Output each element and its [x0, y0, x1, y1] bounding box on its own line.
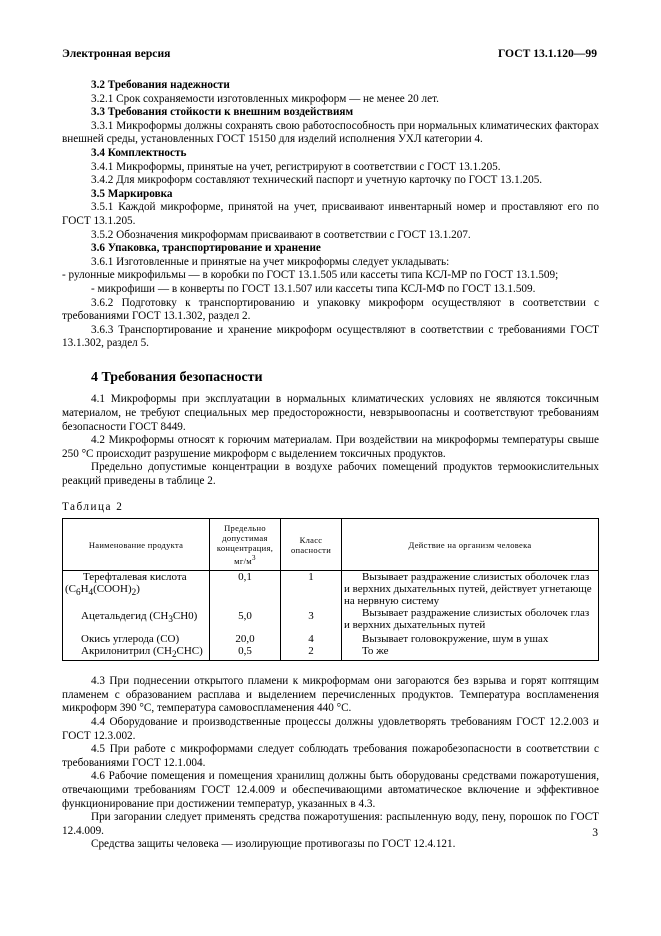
terephthalic-name-line	[65, 571, 207, 583]
para-4-6-c: Средства защиты человека — изолирующие противогазы по ГОСТ 12.4.121.	[91, 838, 456, 851]
para-3-6-1-item-reels: - рулонные микрофильмы — в коробки по ГОСТ 13.1.505 или кассеты типа КСЛ-МР по ГОСТ 13.1.509;	[62, 269, 559, 282]
section-3-3-title: 3.3 Требования стойкости к внешним воздействиям	[91, 106, 354, 119]
terephthalic-formula	[65, 583, 207, 598]
para-4-3: 4.3 При поднесении открытого пламени к микроформам они загораются без взрыва и горят коптящим пламенем с образованием расплава и выделением перечисленных продуктов. Температура воспламенения микроформ 390 °С, температура самовоспламенения 440 °С.	[62, 675, 599, 715]
cell-effect: Вызывает головокружение, шум в ушах	[342, 631, 599, 645]
para-3-6-1: 3.6.1 Изготовленные и принятые на учет микроформы следует укладывать:	[91, 255, 450, 268]
para-3-2-1: 3.2.1 Срок сохраняемости изготовленных микроформ — не менее 20 лет.	[91, 92, 439, 105]
table-caption: Таблица 2	[62, 500, 124, 513]
cell-product-name	[63, 571, 210, 608]
table-row	[63, 571, 599, 608]
document-body	[62, 79, 599, 852]
cell-effect	[342, 607, 599, 631]
th-product-name: Наименование продукта	[63, 519, 210, 571]
cell-concentration: 0,5	[210, 645, 281, 661]
formula-part: (C	[65, 583, 76, 596]
cell-hazard-class: 1	[281, 571, 342, 608]
para-4-4: 4.4 Оборудование и производственные процессы должны удовлетворять требованиям ГОСТ 12.2.003 и ГОСТ 12.3.002.	[62, 716, 599, 742]
para-3-4-2: 3.4.2 Для микроформ составляют технический паспорт и учетную карточку по ГОСТ 13.1.205.	[91, 174, 543, 187]
formula-part: CH0)	[172, 610, 198, 623]
section-3-4-title: 3.4 Комплектность	[91, 146, 187, 159]
para-3-4-1: 3.4.1 Микроформы, принятые на учет, регистрируют в соответствии с ГОСТ 13.1.205.	[91, 160, 501, 173]
page-number: 3	[592, 826, 598, 839]
th-max-concentration-unit: мг/м	[234, 556, 252, 567]
para-4-2-b: Предельно допустимые концентрации в воздухе рабочих помещений продуктов термоокислительных реакций приведены в таблице 2.	[62, 461, 599, 488]
cell-effect: То же	[342, 645, 599, 661]
formula-part: )	[136, 583, 140, 596]
header-edition: Электронная версия	[62, 47, 171, 60]
cell-product-name	[63, 607, 210, 631]
terephthalic-name: Терефталевая кислота	[83, 571, 187, 584]
formula-part: Ацетальдегид (CH	[81, 610, 169, 623]
cell-hazard-class: 3	[281, 607, 342, 631]
cell-concentration: 20,0	[210, 631, 281, 645]
table-row	[63, 645, 599, 661]
para-4-6-b: При загорании следует применять средства пожаротушения: распыленную воду, пену, порошок по ГОСТ 12.4.009.	[62, 811, 599, 837]
formula-sub: 6	[76, 587, 81, 598]
para-4-6: 4.6 Рабочие помещения и помещения хранилищ должны быть оборудованы средствами пожаротушения, отвечающими требованиям ГОСТ 12.4.009 и обеспечивающими автоматическое включение и эффективное функционирование при достижении температур, указанных в 4.3.	[62, 770, 599, 810]
cell-effect-text: Вызывает раздражение слизистых оболочек глаз и верхних дыхательных путей, действует угнетающе на нервную систему	[344, 571, 592, 608]
para-3-6-3: 3.6.3 Транспортирование и хранение микроформ осуществляют в соответствии с требованиями ГОСТ 13.1.302, раздел 5.	[62, 323, 599, 350]
formula-part: CHC)	[176, 645, 203, 658]
formula-part: H	[80, 583, 89, 596]
cell-product-name	[63, 645, 210, 661]
section-3-5-title: 3.5 Маркировка	[91, 187, 173, 200]
para-3-5-1: 3.5.1 Каждой микроформе, принятой на учет, присваивают инвентарный номер и проставляют его по ГОСТ 13.1.205.	[62, 201, 599, 227]
formula-part: (COOH)	[93, 583, 132, 596]
section-3-2-title: 3.2 Требования надежности	[91, 79, 230, 91]
cell-effect-text: Вызывает раздражение слизистых оболочек глаз и верхних дыхательных путей	[344, 607, 590, 632]
table-row	[63, 631, 599, 645]
para-3-6-1-item-fiche: - микрофиши — в конверты по ГОСТ 13.1.507 или кассеты типа КСЛ-МФ по ГОСТ 13.1.509.	[91, 282, 536, 295]
table-2	[62, 518, 599, 661]
header-standard: ГОСТ 13.1.120—99	[497, 47, 597, 60]
table-header-row	[63, 519, 599, 571]
para-3-5-2: 3.5.2 Обозначения микроформам присваивают в соответствии с ГОСТ 13.1.207.	[91, 228, 471, 241]
cell-hazard-class: 4	[281, 631, 342, 645]
para-4-1: 4.1 Микроформы при эксплуатации в нормальных климатических условиях не являются токсичным материалом, не требуют специальных мер предосторожности, невзрывоопасны и соответствуют требованиям безопасности ГОСТ 8449.	[62, 393, 599, 433]
formula-sub: 2	[171, 649, 177, 660]
cell-effect	[342, 571, 599, 608]
th-effect: Действие на организм человека	[342, 519, 599, 571]
cell-product-name: Окись углерода (CO)	[63, 631, 210, 645]
formula-sub: 4	[88, 587, 94, 598]
th-max-concentration	[210, 519, 281, 571]
spacer	[62, 661, 599, 675]
th-unit-exponent: 3	[251, 554, 256, 563]
formula-sub: 3	[168, 614, 173, 625]
th-hazard-class: Класс опасности	[281, 519, 342, 571]
section-3-6-title: 3.6 Упаковка, транспортирование и хранение	[91, 242, 321, 255]
formula-sub: 2	[131, 587, 137, 598]
cell-concentration: 0,1	[210, 571, 281, 608]
th-max-concentration-label: Предельно допустимая концентрация,	[216, 523, 274, 554]
table-row	[63, 607, 599, 631]
para-4-2: 4.2 Микроформы относят к горючим материалам. При воздействии на микроформы температуры свыше 250 °С происходит разрушение микроформ с выделением токсичных продуктов.	[62, 434, 599, 460]
para-3-3-1: 3.3.1 Микроформы должны сохранять свою работоспособность при нормальных климатических факторах внешней среды, установленных ГОСТ 15150 для изделий исполнения УХЛ категории 4.	[62, 119, 599, 146]
cell-hazard-class: 2	[281, 645, 342, 661]
cell-concentration: 5,0	[210, 607, 281, 631]
section-4-title: 4 Требования безопасности	[91, 369, 263, 385]
para-3-6-2: 3.6.2 Подготовку к транспортированию и упаковку микроформ осуществляют в соответствии с требованиями ГОСТ 13.1.302, раздел 2.	[62, 296, 599, 323]
para-4-5: 4.5 При работе с микроформами следует соблюдать требования пожаробезопасности в соответствии с требованиями ГОСТ 12.1.004.	[62, 743, 599, 769]
formula-part: Акрилонитрил (CH	[81, 645, 172, 658]
